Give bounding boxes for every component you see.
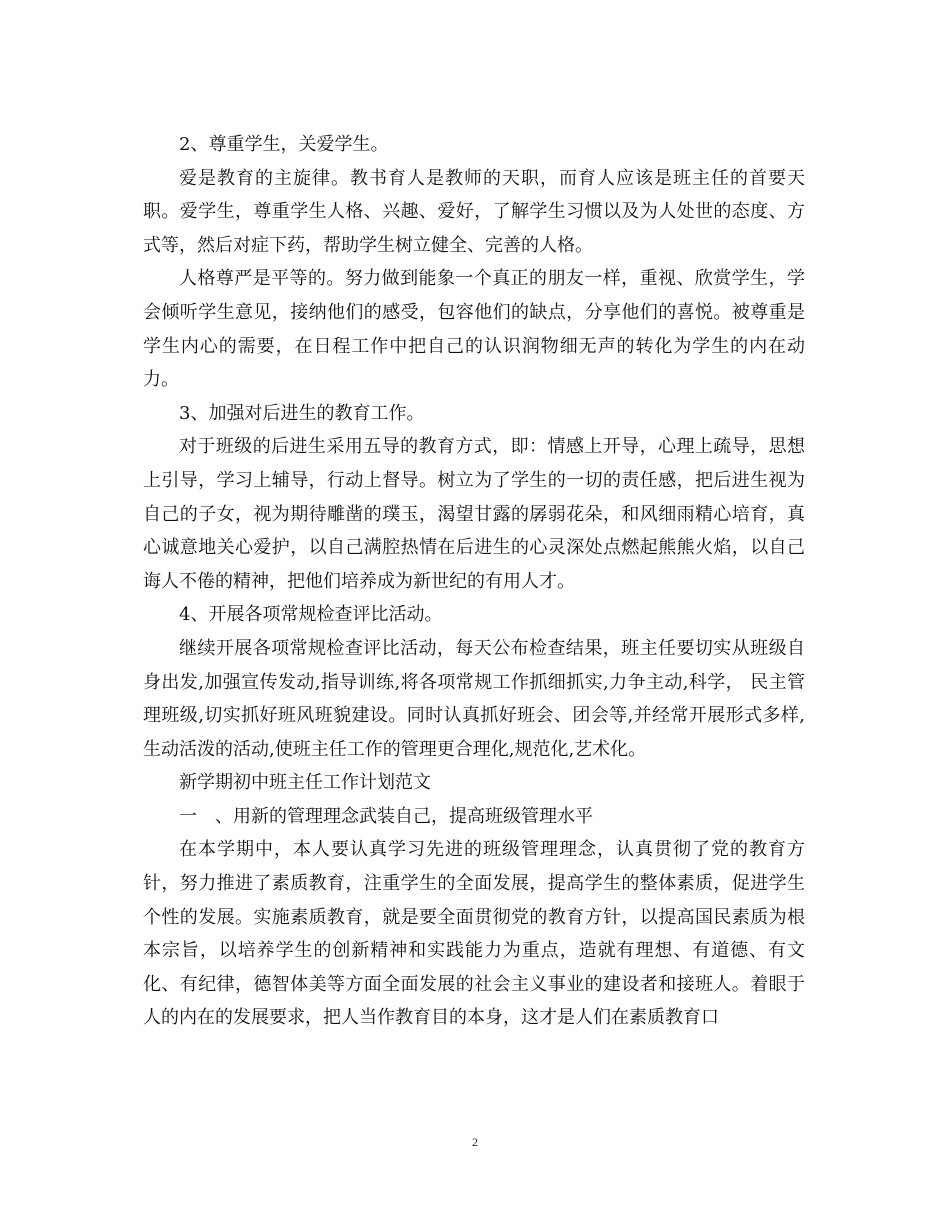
section-heading-underachievers: 3、加强对后进生的教育工作。 [179,402,425,424]
document-subtitle: 新学期初中班主任工作计划范文 [179,772,431,794]
body-paragraph: 继续开展各项常规检查评比活动，每天公布检查结果，班主任要切实从班级自身出发,加强宣传发动,指导训练,将各项常规工作抓细抓实,力争主动,科学， 民主管理班级,切实抓好班风班貌建设。同时认真抓好班会、团会等,并经常开展形式多样,生动活泼的活动,使班主任工作的管理更合理化,规范化,艺术化。 [143,637,805,760]
section-heading-respect-students: 2、尊重学生，关爱学生。 [179,134,389,155]
body-paragraph: 在本学期中，本人要认真学习先进的班级管理理念，认真贯彻了党的教育方针，努力推进了素质教育，注重学生的全面发展，提高学生的整体素质，促进学生个性的发展。实施素质教育，就是要全面贯彻党的教育方针，以提高国民素质为根本宗旨，以培养学生的创新精神和实践能力为重点，造就有理想、有道德、有文化、有纪律，德智体美等方面全面发展的社会主义事业的建设者和接班人。着眼于人的内在的发展要求，把人当作教育目的本身，这才是人们在素质教育口 [143,839,805,1029]
body-paragraph: 人格尊严是平等的。努力做到能象一个真正的朋友一样，重视、欣赏学生，学会倾听学生意见，接纳他们的感受，包容他们的缺点，分享他们的喜悦。被尊重是学生内心的需要，在日程工作中把自己的认识润物细无声的转化为学生的内在动力。 [143,268,805,391]
section-heading-management-concept: 一 、用新的管理理念武装自己，提高班级管理水平 [179,805,593,827]
body-paragraph: 爱是教育的主旋律。教书育人是教师的天职，而育人应该是班主任的首要天职。爱学生，尊重学生人格、兴趣、爱好，了解学生习惯以及为人处世的态度、方式等，然后对症下药，帮助学生树立健全、完善的人格。 [143,167,805,256]
body-paragraph: 对于班级的后进生采用五导的教育方式，即：情感上开导，心理上疏导，思想上引导，学习上辅导，行动上督导。树立为了学生的一切的责任感，把后进生视为自己的子女，视为期待雕凿的璞玉，渴望甘露的孱弱花朵，和风细雨精心培育，真心诚意地关心爱护，以自己满腔热情在后进生的心灵深处点燃起熊熊火焰，以自己诲人不倦的精神，把他们培养成为新世纪的有用人才。 [143,436,805,592]
section-heading-routine-checks: 4、开展各项常规检查评比活动。 [179,604,443,626]
page-number: 2 [472,1135,478,1149]
document-body [143,128,805,1035]
